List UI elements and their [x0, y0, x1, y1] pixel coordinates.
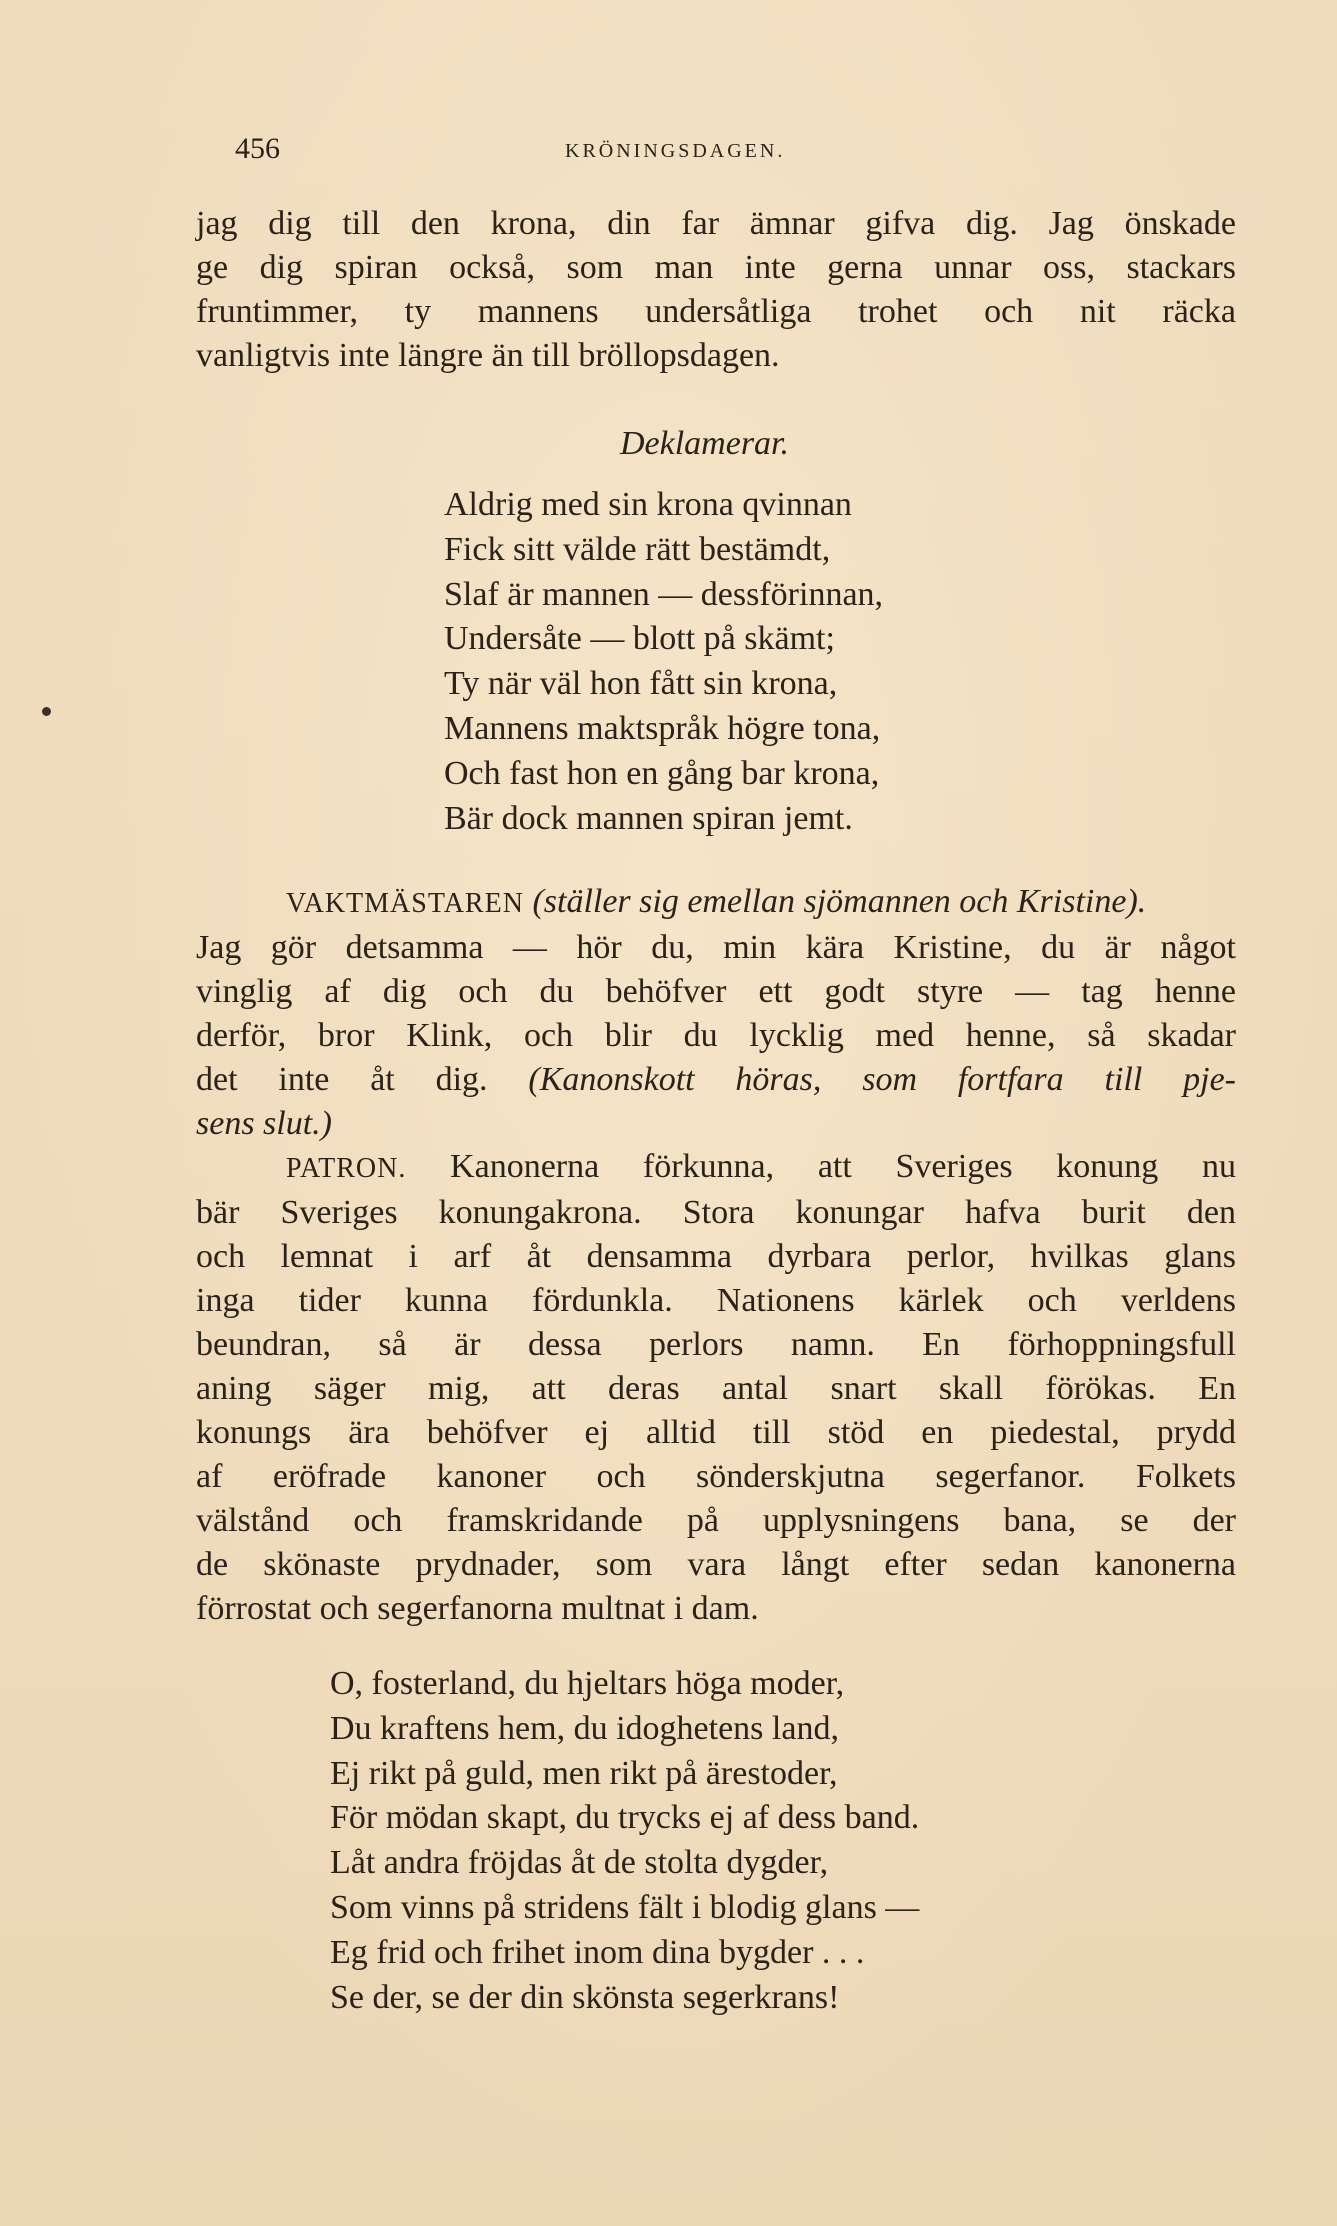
text-line: konungs ära behöfver ej alltid till stöd en piedestal, prydd [196, 1414, 1236, 1451]
verse-line: Som vinns på stridens fält i blodig glans — [330, 1888, 920, 1926]
text-line: och lemnat i arf åt densamma dyrbara perlor, hvilkas glans [196, 1238, 1236, 1275]
stage-direction: (ställer sig emellan sjömannen och Kristine). [532, 883, 1147, 920]
speaker-name: VAKTMÄSTAREN [286, 888, 524, 919]
verse-line: Låt andra fröjdas åt de stolta dygder, [330, 1844, 829, 1882]
verse-line: Och fast hon en gång bar krona, [444, 754, 880, 792]
verse-line: Eg frid och frihet inom dina bygder . . . [330, 1933, 865, 1971]
speaker-line [196, 880, 1236, 926]
running-title: KRÖNINGSDAGEN. [565, 140, 786, 162]
text-segment: Kanonerna förkunna, att Sveriges konung nu [450, 1148, 1236, 1185]
text-line: derför, bror Klink, och blir du lycklig med henne, så skadar [196, 1017, 1236, 1054]
speaker-line [196, 1145, 1236, 1191]
verse-line: Fick sitt välde rätt bestämdt, [444, 530, 831, 568]
text-line: ge dig spiran också, som man inte gerna unnar oss, stackars [196, 249, 1236, 286]
text-line: vanligtvis inte längre än till bröllopsdagen. [196, 337, 780, 374]
text-segment: det inte åt dig. [196, 1061, 488, 1098]
verse-line: O, fosterland, du hjeltars höga moder, [330, 1665, 845, 1702]
stage-direction: sens slut.) [196, 1105, 332, 1142]
verse-line: Undersåte — blott på skämt; [444, 620, 835, 658]
verse-2 [330, 1662, 919, 2020]
text-line: fruntimmer, ty mannens undersåtliga trohet och nit räcka [196, 293, 1236, 330]
speech-vaktmastaren [196, 880, 1236, 1146]
verse-1 [444, 483, 883, 841]
text-line: inga tider kunna fördunkla. Nationens kärlek och verldens [196, 1282, 1236, 1319]
verse-line: Ej rikt på guld, men rikt på ärestoder, [330, 1754, 838, 1792]
text-line [196, 1058, 1236, 1102]
text-line: Jag gör detsamma — hör du, min kära Kristine, du är något [196, 929, 1236, 966]
speech-patron [196, 1145, 1236, 1631]
text-line: de skönaste prydnader, som vara långt efter sedan kanonerna [196, 1546, 1236, 1583]
verse-line: Slaf är mannen — dessförinnan, [444, 575, 884, 613]
paragraph-1 [196, 202, 1236, 378]
text-line: vinglig af dig och du behöfver ett godt styre — tag henne [196, 973, 1236, 1010]
speaker-name: PATRON. [286, 1153, 407, 1184]
stage-direction: (Kanonskott höras, som fortfara till pje- [528, 1061, 1236, 1098]
text-line: förrostat och segerfanorna multnat i dam. [196, 1590, 759, 1627]
page-number: 456 [235, 132, 280, 165]
print-mark [42, 707, 51, 716]
verse-line: Mannens maktspråk högre tona, [444, 709, 881, 747]
text-line: jag dig till den krona, din far ämnar gifva dig. Jag önskade [196, 205, 1236, 242]
verse-line: Ty när väl hon fått sin krona, [444, 665, 838, 703]
text-line: beundran, så är dessa perlors namn. En förhoppningsfull [196, 1326, 1236, 1363]
text-line: af eröfrade kanoner och sönderskjutna segerfanor. Folkets [196, 1458, 1236, 1495]
text-line: aning säger mig, att deras antal snart skall förökas. En [196, 1370, 1236, 1407]
stage-direction: Deklamerar. [620, 425, 790, 462]
verse-line: Se der, se der din skönsta segerkrans! [330, 1978, 840, 2016]
verse-line: Du kraftens hem, du idoghetens land, [330, 1709, 839, 1747]
page-header [235, 132, 1242, 172]
text-line: bär Sveriges konungakrona. Stora konungar hafva burit den [196, 1194, 1236, 1231]
text-line: välstånd och framskridande på upplysningens bana, se der [196, 1502, 1236, 1539]
verse-line: Bär dock mannen spiran jemt. [444, 799, 853, 837]
verse-line: Aldrig med sin krona qvinnan [444, 486, 852, 523]
verse-line: För mödan skapt, du trycks ej af dess band. [330, 1799, 920, 1837]
